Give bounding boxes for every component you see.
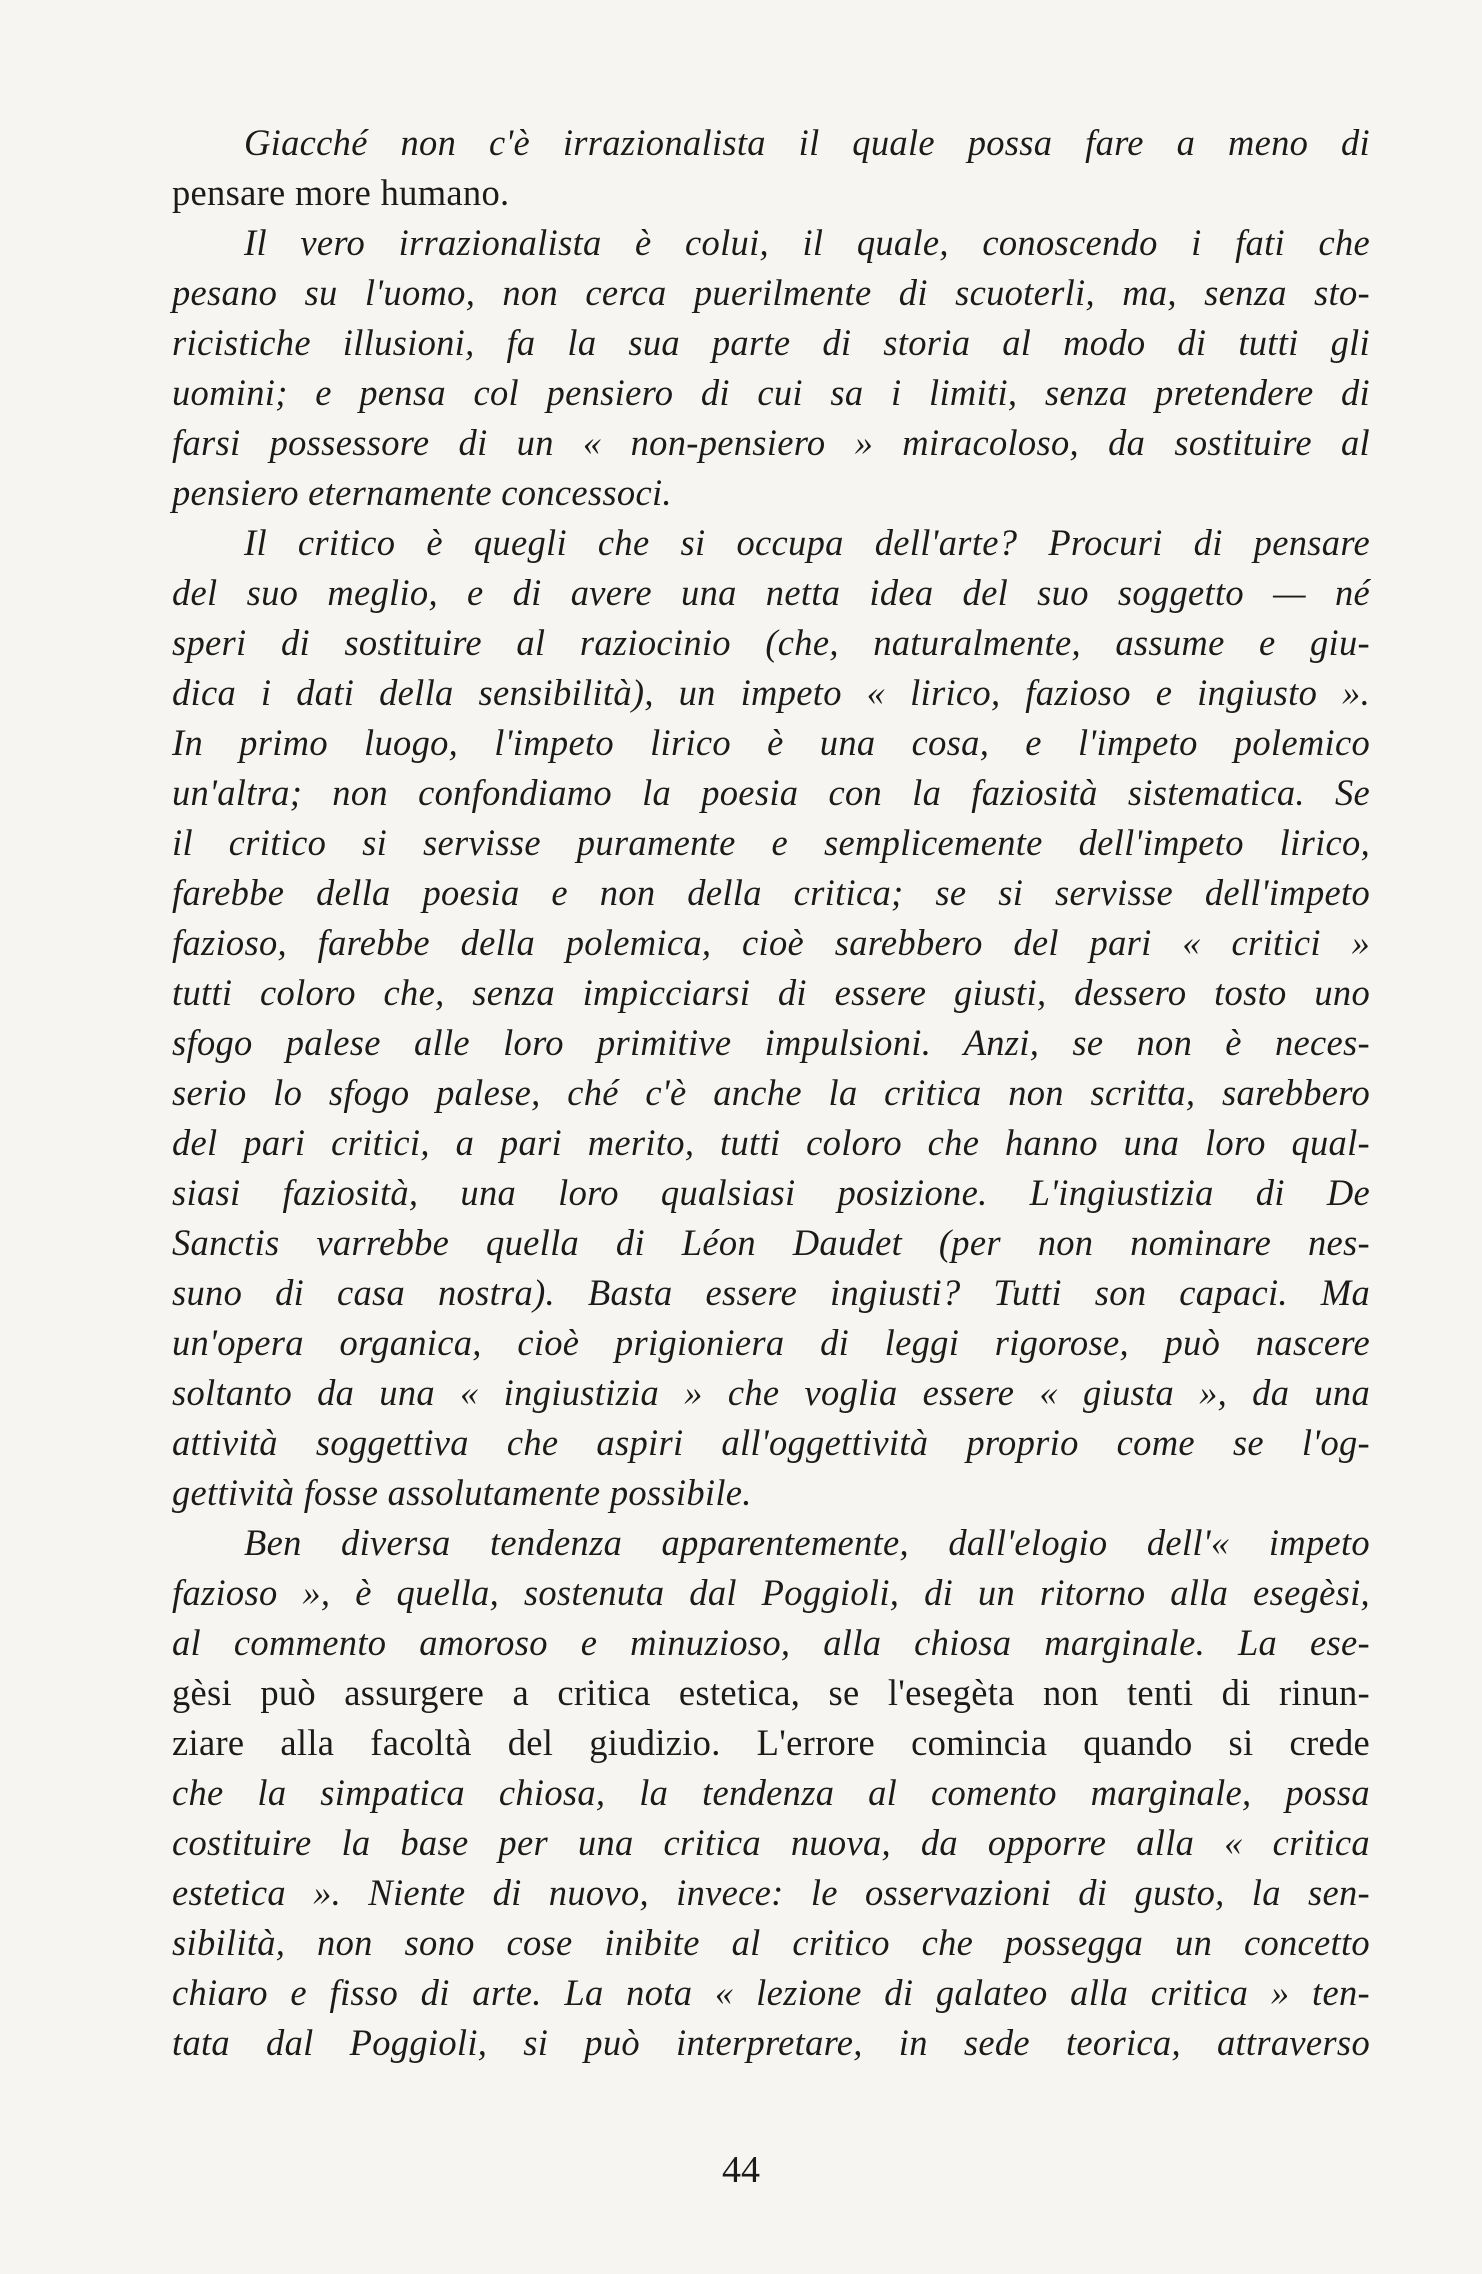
text-line: il critico si servisse puramente e semplicemente dell'impeto lirico,: [172, 822, 1370, 863]
text-line: Il critico è quegli che si occupa dell'arte? Procuri di pensare: [244, 522, 1370, 563]
text-line: Ben diversa tendenza apparentemente, dall'elogio dell'« impeto: [244, 1522, 1370, 1563]
text-line: tata dal Poggioli, si può interpretare, in sede teorica, attraverso: [172, 2022, 1370, 2063]
text-line: Giacché non c'è irrazionalista il quale possa fare a meno di: [244, 122, 1370, 163]
text-line: un'opera organica, cioè prigioniera di leggi rigorose, può nascere: [172, 1322, 1370, 1363]
text-line: gettività fosse assolutamente possibile.: [172, 1472, 752, 1513]
text-line: costituire la base per una critica nuova, da opporre alla « critica: [172, 1822, 1370, 1863]
text-line: pensare more humano.: [172, 172, 510, 213]
text-line: soltanto da una « ingiustizia » che voglia essere « giusta », da una: [172, 1372, 1370, 1413]
text-line: speri di sostituire al raziocinio (che, naturalmente, assume e giu-: [172, 622, 1370, 663]
text-line: del suo meglio, e di avere una netta idea del suo soggetto — né: [172, 572, 1370, 613]
text-line: ziare alla facoltà del giudizio. L'errore comincia quando si crede: [172, 1722, 1370, 1763]
text-line: sibilità, non sono cose inibite al critico che possegga un concetto: [172, 1922, 1370, 1963]
text-line: serio lo sfogo palese, ché c'è anche la critica non scritta, sarebbero: [172, 1072, 1370, 1113]
text-line: farsi possessore di un « non-pensiero » miracoloso, da sostituire al: [172, 422, 1370, 463]
page-number: 44: [722, 2149, 760, 2191]
text-line: uomini; e pensa col pensiero di cui sa i limiti, senza pretendere di: [172, 372, 1370, 413]
text-line: farebbe della poesia e non della critica; se si servisse dell'impeto: [172, 872, 1370, 913]
text-line: tutti coloro che, senza impicciarsi di essere giusti, dessero tosto uno: [172, 972, 1370, 1013]
text-line: attività soggettiva che aspiri all'oggettività proprio come se l'og-: [172, 1422, 1370, 1463]
text-line: al commento amoroso e minuzioso, alla chiosa marginale. La ese-: [172, 1622, 1370, 1663]
text-line: un'altra; non confondiamo la poesia con la faziosità sistematica. Se: [172, 772, 1370, 813]
text-line: gèsi può assurgere a critica estetica, se l'esegèta non tenti di rinun-: [172, 1672, 1370, 1713]
text-line: Sanctis varrebbe quella di Léon Daudet (per non nominare nes-: [172, 1222, 1370, 1263]
text-line: chiaro e fisso di arte. La nota « lezione di galateo alla critica » ten-: [172, 1972, 1370, 2013]
text-line: suno di casa nostra). Basta essere ingiusti? Tutti son capaci. Ma: [172, 1272, 1370, 1313]
text-line: In primo luogo, l'impeto lirico è una cosa, e l'impeto polemico: [172, 722, 1370, 763]
text-line: del pari critici, a pari merito, tutti coloro che hanno una loro qual-: [172, 1122, 1370, 1163]
text-line: fazioso, farebbe della polemica, cioè sarebbero del pari « critici »: [172, 922, 1370, 963]
page-body-text: [172, 118, 1370, 2068]
text-line: fazioso », è quella, sostenuta dal Poggioli, di un ritorno alla esegèsi,: [172, 1572, 1370, 1613]
text-line: pesano su l'uomo, non cerca puerilmente di scuoterli, ma, senza sto-: [172, 272, 1370, 313]
text-line: Il vero irrazionalista è colui, il quale, conoscendo i fati che: [244, 222, 1370, 263]
text-line: dica i dati della sensibilità), un impeto « lirico, fazioso e ingiusto ».: [172, 672, 1370, 713]
text-line: estetica ». Niente di nuovo, invece: le osservazioni di gusto, la sen-: [172, 1872, 1370, 1913]
text-line: pensiero eternamente concessoci.: [172, 472, 672, 513]
text-line: sfogo palese alle loro primitive impulsioni. Anzi, se non è neces-: [172, 1022, 1370, 1063]
text-line: siasi faziosità, una loro qualsiasi posizione. L'ingiustizia di De: [172, 1172, 1370, 1213]
text-line: ricistiche illusioni, fa la sua parte di storia al modo di tutti gli: [172, 322, 1370, 363]
text-line: che la simpatica chiosa, la tendenza al comento marginale, possa: [172, 1772, 1370, 1813]
